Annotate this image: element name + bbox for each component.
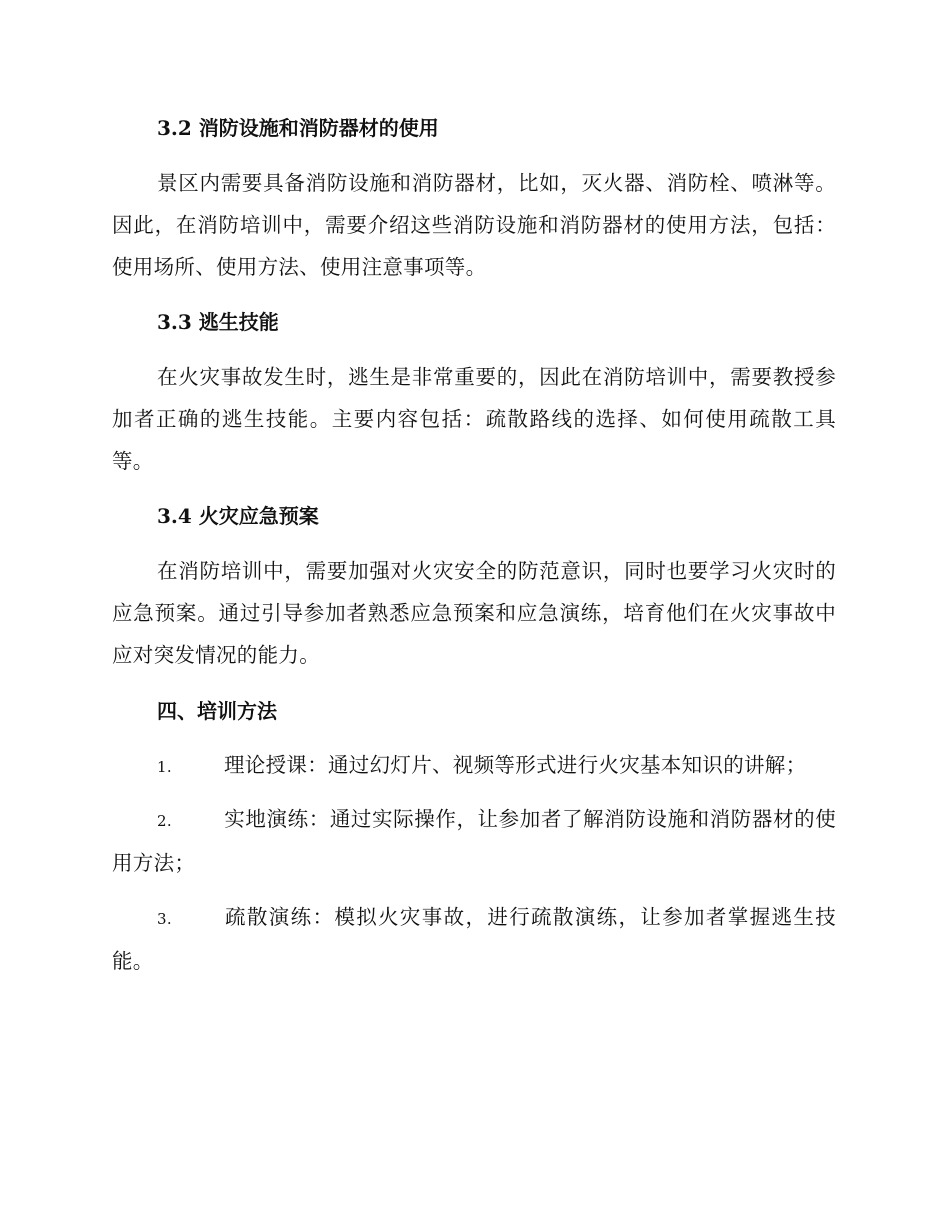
section-body-3-3: 在火灾事故发生时，逃生是非常重要的，因此在消防培训中，需要教授参加者正确的逃生技能。主要内容包括：疏散路线的选择、如何使用疏散工具等。 [112, 365, 836, 473]
section-heading-3-2: 3.2 消防设施和消防器材的使用 [157, 116, 439, 140]
section-body-3-4: 在消防培训中，需要加强对火灾安全的防范意识，同时也要学习火灾时的应急预案。通过引导参加者熟悉应急预案和应急演练，培育他们在火灾事故中应对突发情况的能力。 [112, 559, 836, 667]
methods-heading: 四、培训方法 [157, 699, 277, 723]
list-item: 3. 疏散演练：模拟火灾事故，进行疏散演练，让参加者掌握逃生技能。 [112, 905, 836, 973]
list-item: 1. 理论授课：通过幻灯片、视频等形式进行火灾基本知识的讲解； [157, 753, 807, 777]
list-text: 实地演练：通过实际操作，让参加者了解消防设施和消防器材的使用方法； [112, 807, 836, 875]
list-text: 理论授课：通过幻灯片、视频等形式进行火灾基本知识的讲解； [224, 753, 807, 777]
list-text: 疏散演练：模拟火灾事故，进行疏散演练，让参加者掌握逃生技能。 [112, 905, 836, 973]
section-heading-3-4: 3.4 火灾应急预案 [157, 504, 319, 528]
section-heading-3-3: 3.3 逃生技能 [157, 310, 279, 334]
section-body-3-2: 景区内需要具备消防设施和消防器材，比如，灭火器、消防栓、喷淋等。因此，在消防培训中，需要介绍这些消防设施和消防器材的使用方法，包括：使用场所、使用方法、使用注意事项等。 [112, 171, 836, 279]
list-item: 2. 实地演练：通过实际操作，让参加者了解消防设施和消防器材的使用方法； [112, 807, 836, 875]
